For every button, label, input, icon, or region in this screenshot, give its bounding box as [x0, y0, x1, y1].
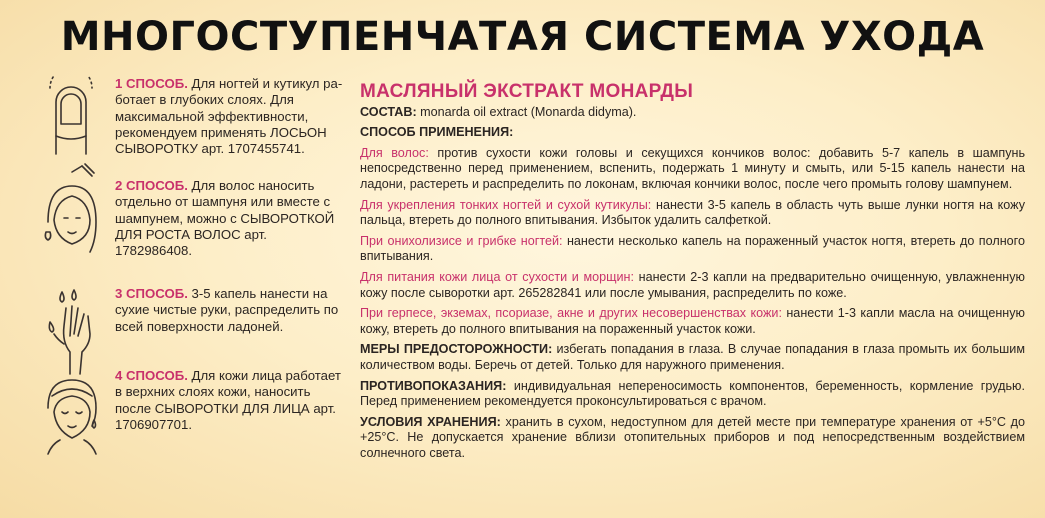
composition — [360, 105, 1025, 121]
method-4-label: 4 СПОСОБ. — [115, 368, 188, 383]
use-hair-text: против сухости кожи головы и секущихся кончиков волос: добавить 5-7 капель в шампунь непосредственно перед применением, вспенить, подержать 1 минуту и смыть, или 5-15 капель нанести на ладони, растереть и распределить по локонам, включая кончики волос, после чего промыть голову шампунем. — [360, 145, 1026, 191]
method-4 — [40, 368, 340, 468]
product-info — [360, 81, 1026, 466]
method-3-text — [115, 286, 345, 335]
page-title: МНОГОСТУПЕНЧАТАЯ СИСТЕМА УХОДА — [60, 14, 985, 60]
method-1-description: Для ногтей и кутикул ра-ботает в глубоких слоях. Для максимальной эффективности, рекомендуем применять ЛОСЬОН СЫВОРОТКУ арт. 1707455741. — [115, 76, 343, 157]
method-2-description: Для волос наносить отдельно от шампуня или вместе с шампунем, можно с СЫВОРОТКОЙ ДЛЯ РОСТА ВОЛОС арт. 1782986408. — [115, 178, 335, 259]
fingernail-icon — [40, 76, 102, 166]
use-onycholysis-text: нанести несколько капель на пораженный участок ногтя, втереть до полного впитывания. — [360, 233, 1025, 264]
hair-head-icon — [40, 162, 102, 262]
precautions-label: МЕРЫ ПРЕДОСТОРОЖНОСТИ: — [360, 342, 553, 357]
use-skin-label: При герпесе, экземах, псориазе, акне и других несовершенствах кожи: — [360, 306, 782, 321]
use-skin — [360, 306, 1025, 337]
face-care-icon — [40, 368, 102, 458]
composition-text: monarda oil extract (Monarda didyma). — [416, 104, 637, 119]
use-face — [360, 270, 1025, 301]
method-2 — [40, 178, 340, 278]
usage-label: СПОСОБ ПРИМЕНЕНИЯ: — [360, 125, 514, 140]
use-skin-text: нанести 1-3 капли масла на очищенную кожу, втереть до полного впитывания на пораженный участок кожи. — [360, 306, 1025, 336]
use-face-label: Для питания кожи лица от сухости и морщин: — [360, 269, 634, 284]
use-hair-label: Для волос: — [360, 145, 429, 160]
method-3-description: 3-5 капель нанести на сухие чистые руки, распределить по всей поверхности ладоней. — [115, 286, 339, 334]
use-nails-label: Для укрепления тонких ногтей и сухой кутикулы: — [360, 197, 652, 212]
precautions-text: избегать попадания в глаза. В случае попадания в глаза промыть их большим количеством воды. Беречь от детей. Только для наружного применения. — [360, 342, 1025, 372]
product-heading: МАСЛЯНЫЙ ЭКСТРАКТ МОНАРДЫ — [360, 81, 694, 102]
method-1-label: 1 СПОСОБ. — [115, 76, 188, 91]
hand-drop-icon — [40, 286, 102, 376]
method-1-text — [115, 76, 345, 157]
storage-text: хранить в сухом, недоступном для детей месте при температуре хранения от +5°С до +25°С. Не допускается хранение вблизи отопительных приборов и под непосредственным воздействием солнечного света. — [360, 414, 1026, 460]
storage-label: УСЛОВИЯ ХРАНЕНИЯ: — [360, 414, 501, 429]
use-face-text: нанести 2-3 капли на предварительно очищенную, увлажненную кожу после сыворотки арт. 265282841 или после умывания, распределить по коже. — [360, 269, 1025, 300]
use-onycholysis — [360, 234, 1025, 265]
contraindications-text: индивидуальная непереносимость компонентов, беременность, кормление грудью. Перед применением рекомендуется проконсультироваться с врачом. — [360, 378, 1025, 409]
use-onycholysis-label: При онихолизисе и грибке ногтей: — [360, 233, 563, 248]
method-4-text — [115, 368, 345, 433]
use-hair — [360, 146, 1025, 193]
method-2-label: 2 СПОСОБ. — [115, 178, 188, 193]
method-3-label: 3 СПОСОБ. — [115, 286, 188, 301]
storage — [360, 415, 1025, 462]
contraindications-label: ПРОТИВОПОКАЗАНИЯ: — [360, 378, 507, 393]
use-nails — [360, 198, 1025, 229]
precautions — [360, 342, 1025, 373]
contraindications — [360, 379, 1025, 410]
method-4-description: Для кожи лица работает в верхних слоях кожи, наносить после СЫВОРОТКИ ДЛЯ ЛИЦА арт. 1706907701. — [115, 368, 341, 432]
usage-heading — [360, 125, 1025, 141]
method-1 — [40, 76, 343, 176]
composition-label: СОСТАВ: — [360, 104, 417, 119]
use-nails-text: нанести 3-5 капель в область чуть выше лунки ногтя на кожу пальца, втереть до полного впитывания. Избыток удалить салфеткой. — [360, 197, 1025, 228]
method-2-text — [115, 178, 345, 259]
